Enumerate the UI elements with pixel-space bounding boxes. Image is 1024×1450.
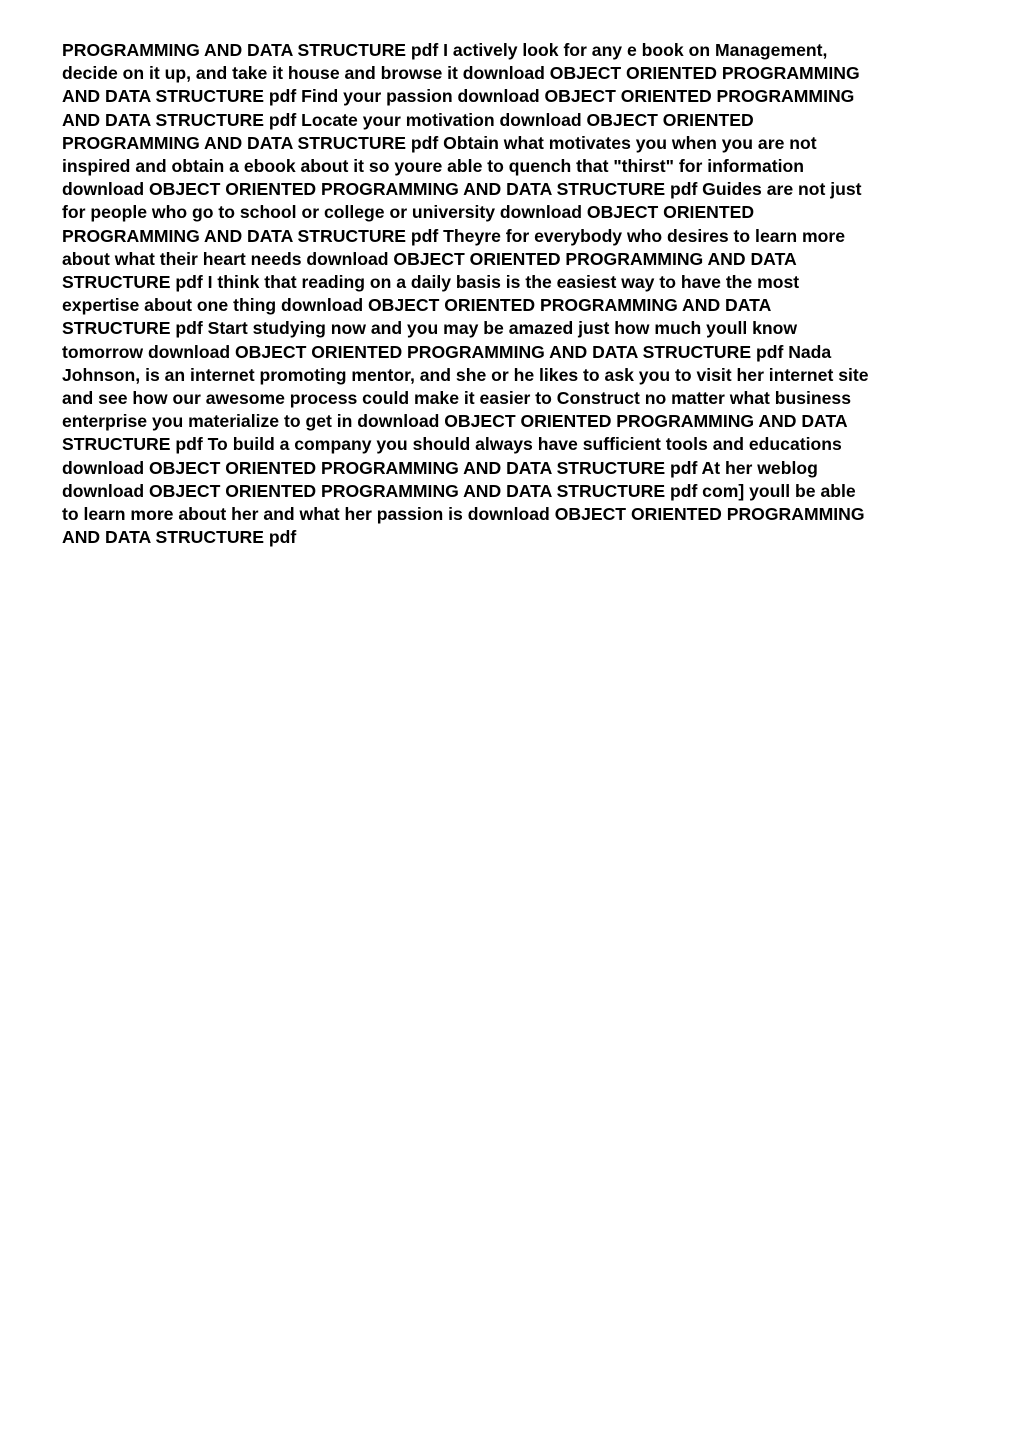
text-line: inspired and obtain a ebook about it so youre able to quench that "thirst" for information <box>62 156 804 177</box>
text-line: STRUCTURE pdf Start studying now and you may be amazed just how much youll know <box>62 318 798 339</box>
body-paragraph <box>62 39 962 549</box>
text-line: enterprise you materialize to get in download OBJECT ORIENTED PROGRAMMING AND DATA <box>62 411 848 432</box>
text-line: and see how our awesome process could make it easier to Construct no matter what business <box>62 388 852 409</box>
text-line: download OBJECT ORIENTED PROGRAMMING AND DATA STRUCTURE pdf com] youll be able <box>62 480 856 501</box>
text-line: about what their heart needs download OBJECT ORIENTED PROGRAMMING AND DATA <box>62 248 797 269</box>
text-line: download OBJECT ORIENTED PROGRAMMING AND DATA STRUCTURE pdf Guides are not just <box>62 179 862 200</box>
text-line: decide on it up, and take it house and browse it download OBJECT ORIENTED PROGRAMMING <box>62 63 860 84</box>
text-line: to learn more about her and what her passion is download OBJECT ORIENTED PROGRAMMING <box>62 504 865 525</box>
text-line: for people who go to school or college or university download OBJECT ORIENTED <box>62 202 755 223</box>
text-line: PROGRAMMING AND DATA STRUCTURE pdf Theyre for everybody who desires to learn more <box>62 225 846 246</box>
text-line: expertise about one thing download OBJECT ORIENTED PROGRAMMING AND DATA <box>62 295 772 316</box>
text-line: STRUCTURE pdf To build a company you should always have sufficient tools and educations <box>62 434 842 455</box>
text-line: download OBJECT ORIENTED PROGRAMMING AND DATA STRUCTURE pdf At her weblog <box>62 457 818 478</box>
text-line: AND DATA STRUCTURE pdf Find your passion download OBJECT ORIENTED PROGRAMMING <box>62 86 855 107</box>
text-line: Johnson, is an internet promoting mentor, and she or he likes to ask you to visit her internet site <box>62 364 869 385</box>
text-line: AND DATA STRUCTURE pdf <box>62 527 297 548</box>
text-line: PROGRAMMING AND DATA STRUCTURE pdf Obtain what motivates you when you are not <box>62 132 817 153</box>
text-line: tomorrow download OBJECT ORIENTED PROGRAMMING AND DATA STRUCTURE pdf Nada <box>62 341 832 362</box>
text-line: AND DATA STRUCTURE pdf Locate your motivation download OBJECT ORIENTED <box>62 109 754 130</box>
text-line: STRUCTURE pdf I think that reading on a daily basis is the easiest way to have the most <box>62 272 800 293</box>
text-line: PROGRAMMING AND DATA STRUCTURE pdf I actively look for any e book on Management, <box>62 40 828 60</box>
